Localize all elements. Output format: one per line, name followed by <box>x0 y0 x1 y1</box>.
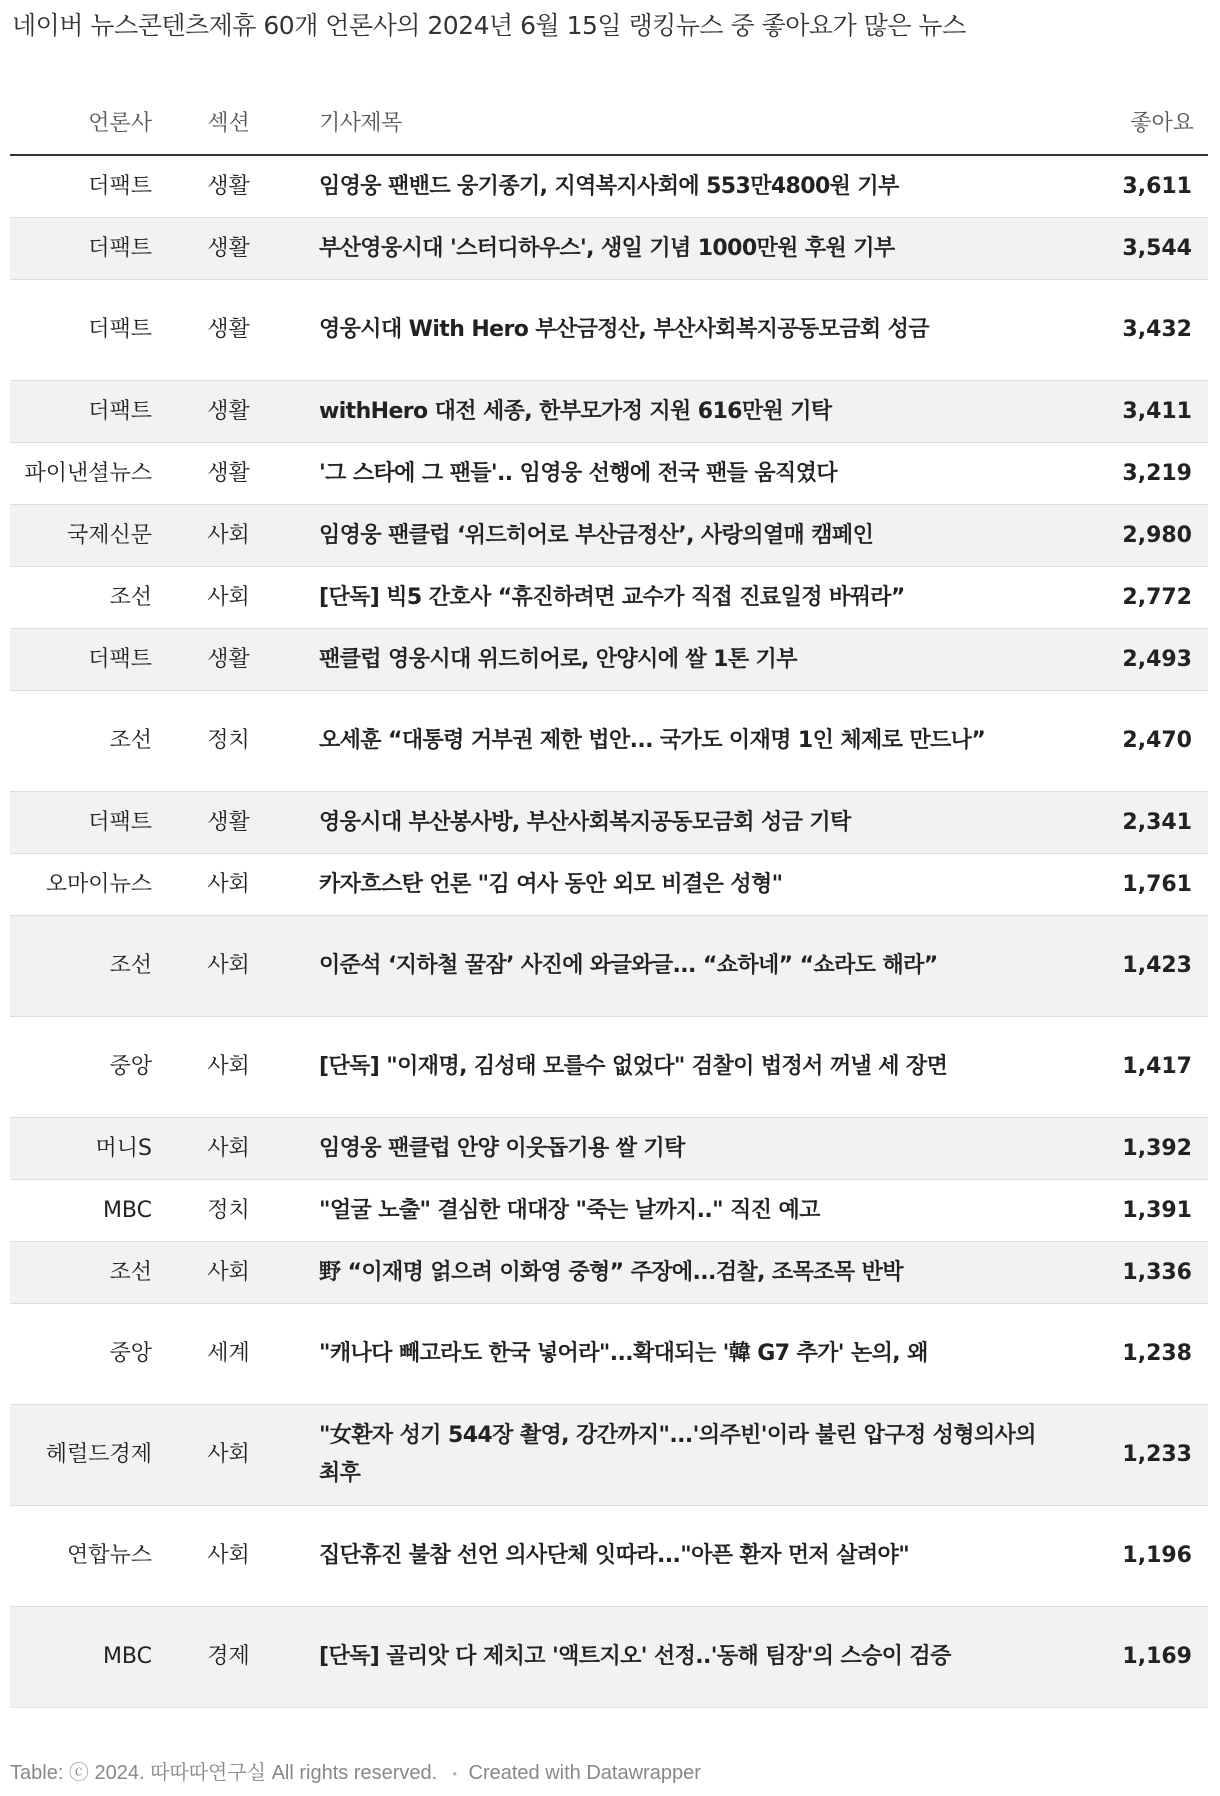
cell-headline[interactable]: "女환자 성기 544장 촬영, 강간까지"...'의주빈'이라 불린 압구정 성형의사의 최후 <box>291 1405 1068 1506</box>
cell-headline[interactable]: 임영웅 팬클럽 ‘위드히어로 부산금정산’, 사랑의열매 캠페인 <box>291 505 1068 567</box>
cell-press: 조선 <box>10 691 166 792</box>
cell-press: 파이낸셜뉴스 <box>10 443 166 505</box>
cell-press: 중앙 <box>10 1304 166 1405</box>
table-row <box>10 1607 1208 1708</box>
cell-headline[interactable]: 이준석 ‘지하철 꿀잠’ 사진에 와글와글... “쇼하네” “쇼라도 해라” <box>291 916 1068 1017</box>
cell-section: 사회 <box>166 505 291 567</box>
cell-section: 사회 <box>166 1506 291 1607</box>
cell-section: 생활 <box>166 443 291 505</box>
cell-likes: 1,196 <box>1068 1506 1208 1607</box>
cell-headline[interactable]: 영웅시대 With Hero 부산금정산, 부산사회복지공동모금회 성금 <box>291 280 1068 381</box>
table-row <box>10 1180 1208 1242</box>
cell-section: 생활 <box>166 155 291 218</box>
column-header-section[interactable]: 섹션 <box>166 88 291 155</box>
cell-headline[interactable]: '그 스타에 그 팬들'.. 임영웅 선행에 전국 팬들 움직였다 <box>291 443 1068 505</box>
table-row <box>10 443 1208 505</box>
cell-headline[interactable]: [단독] 골리앗 다 제치고 '액트지오' 선정..'동해 팀장'의 스승이 검증 <box>291 1607 1068 1708</box>
cell-likes: 1,169 <box>1068 1607 1208 1708</box>
cell-section: 사회 <box>166 1017 291 1118</box>
cell-press: 더팩트 <box>10 629 166 691</box>
cell-press: 연합뉴스 <box>10 1506 166 1607</box>
table-row <box>10 280 1208 381</box>
cell-press: 더팩트 <box>10 218 166 280</box>
cell-press: 조선 <box>10 567 166 629</box>
cell-likes: 1,233 <box>1068 1405 1208 1506</box>
cell-likes: 2,772 <box>1068 567 1208 629</box>
cell-section: 사회 <box>166 1118 291 1180</box>
table-body <box>10 155 1208 1708</box>
cell-likes: 3,544 <box>1068 218 1208 280</box>
cell-section: 세계 <box>166 1304 291 1405</box>
cell-headline[interactable]: 팬클럽 영웅시대 위드히어로, 안양시에 쌀 1톤 기부 <box>291 629 1068 691</box>
cell-press: MBC <box>10 1607 166 1708</box>
cell-press: 조선 <box>10 916 166 1017</box>
cell-headline[interactable]: 임영웅 팬밴드 웅기종기, 지역복지사회에 553만4800원 기부 <box>291 155 1068 218</box>
cell-press: 조선 <box>10 1242 166 1304</box>
table-row <box>10 1506 1208 1607</box>
cell-likes: 3,219 <box>1068 443 1208 505</box>
cell-likes: 3,411 <box>1068 381 1208 443</box>
datawrapper-credit-link[interactable]: Created with Datawrapper <box>468 1762 701 1784</box>
cell-section: 정치 <box>166 1180 291 1242</box>
table-row <box>10 218 1208 280</box>
page-title: 네이버 뉴스콘텐츠제휴 60개 언론사의 2024년 6월 15일 랭킹뉴스 중 좋아요가 많은 뉴스 <box>12 11 966 40</box>
cell-likes: 2,980 <box>1068 505 1208 567</box>
table-row <box>10 1118 1208 1180</box>
cell-likes: 3,432 <box>1068 280 1208 381</box>
cell-press: 중앙 <box>10 1017 166 1118</box>
cell-section: 사회 <box>166 1405 291 1506</box>
cell-section: 정치 <box>166 691 291 792</box>
cell-section: 생활 <box>166 381 291 443</box>
cell-likes: 2,341 <box>1068 792 1208 854</box>
cell-press: 머니S <box>10 1118 166 1180</box>
cell-headline[interactable]: "캐나다 빼고라도 한국 넣어라"...확대되는 '韓 G7 추가' 논의, 왜 <box>291 1304 1068 1405</box>
cell-section: 사회 <box>166 916 291 1017</box>
cell-headline[interactable]: 오세훈 “대통령 거부권 제한 법안... 국가도 이재명 1인 체제로 만드나” <box>291 691 1068 792</box>
cell-section: 경제 <box>166 1607 291 1708</box>
cell-headline[interactable]: "얼굴 노출" 결심한 대대장 "죽는 날까지.." 직진 예고 <box>291 1180 1068 1242</box>
cell-section: 생활 <box>166 218 291 280</box>
table-row <box>10 629 1208 691</box>
table-row <box>10 1304 1208 1405</box>
cell-likes: 1,417 <box>1068 1017 1208 1118</box>
cell-press: 헤럴드경제 <box>10 1405 166 1506</box>
cell-press: 더팩트 <box>10 155 166 218</box>
cell-likes: 2,493 <box>1068 629 1208 691</box>
copyright-notice: Table: ⓒ 2024. 따따따연구실 All rights reserved. <box>10 1762 438 1784</box>
column-header-press[interactable]: 언론사 <box>10 88 166 155</box>
cell-press: MBC <box>10 1180 166 1242</box>
table-header-row <box>10 88 1208 155</box>
column-header-headline[interactable]: 기사제목 <box>291 88 1068 155</box>
table-row <box>10 1242 1208 1304</box>
footer <box>10 1756 701 1785</box>
table-row <box>10 505 1208 567</box>
cell-headline[interactable]: 카자흐스탄 언론 "김 여사 동안 외모 비결은 성형" <box>291 854 1068 916</box>
cell-likes: 1,336 <box>1068 1242 1208 1304</box>
cell-section: 사회 <box>166 1242 291 1304</box>
table-row <box>10 1017 1208 1118</box>
cell-headline[interactable]: 野 “이재명 얽으려 이화영 중형” 주장에...검찰, 조목조목 반박 <box>291 1242 1068 1304</box>
cell-likes: 1,761 <box>1068 854 1208 916</box>
cell-headline[interactable]: 영웅시대 부산봉사방, 부산사회복지공동모금회 성금 기탁 <box>291 792 1068 854</box>
cell-section: 생활 <box>166 629 291 691</box>
cell-likes: 1,423 <box>1068 916 1208 1017</box>
cell-section: 사회 <box>166 854 291 916</box>
cell-press: 더팩트 <box>10 381 166 443</box>
cell-headline[interactable]: withHero 대전 세종, 한부모가정 지원 616만원 기탁 <box>291 381 1068 443</box>
footer-separator: • <box>452 1766 457 1781</box>
table-row <box>10 381 1208 443</box>
table-row <box>10 691 1208 792</box>
cell-section: 사회 <box>166 567 291 629</box>
cell-likes: 1,391 <box>1068 1180 1208 1242</box>
cell-press: 국제신문 <box>10 505 166 567</box>
cell-likes: 1,238 <box>1068 1304 1208 1405</box>
cell-press: 더팩트 <box>10 280 166 381</box>
table-row <box>10 916 1208 1017</box>
table-row <box>10 155 1208 218</box>
table-row <box>10 567 1208 629</box>
cell-headline[interactable]: 집단휴진 불참 선언 의사단체 잇따라..."아픈 환자 먼저 살려야" <box>291 1506 1068 1607</box>
cell-press: 오마이뉴스 <box>10 854 166 916</box>
cell-likes: 1,392 <box>1068 1118 1208 1180</box>
cell-headline[interactable]: [단독] 빅5 간호사 “휴진하려면 교수가 직접 진료일정 바꿔라” <box>291 567 1068 629</box>
cell-likes: 2,470 <box>1068 691 1208 792</box>
cell-headline[interactable]: 부산영웅시대 '스터디하우스', 생일 기념 1000만원 후원 기부 <box>291 218 1068 280</box>
cell-likes: 3,611 <box>1068 155 1208 218</box>
cell-section: 생활 <box>166 280 291 381</box>
ranking-table <box>10 88 1208 1708</box>
table-row <box>10 1405 1208 1506</box>
cell-section: 생활 <box>166 792 291 854</box>
cell-press: 더팩트 <box>10 792 166 854</box>
table-row <box>10 854 1208 916</box>
cell-headline[interactable]: 임영웅 팬클럽 안양 이웃돕기용 쌀 기탁 <box>291 1118 1068 1180</box>
table-row <box>10 792 1208 854</box>
cell-headline[interactable]: [단독] "이재명, 김성태 모를수 없었다" 검찰이 법정서 꺼낼 세 장면 <box>291 1017 1068 1118</box>
column-header-likes[interactable]: 좋아요 <box>1068 88 1208 155</box>
